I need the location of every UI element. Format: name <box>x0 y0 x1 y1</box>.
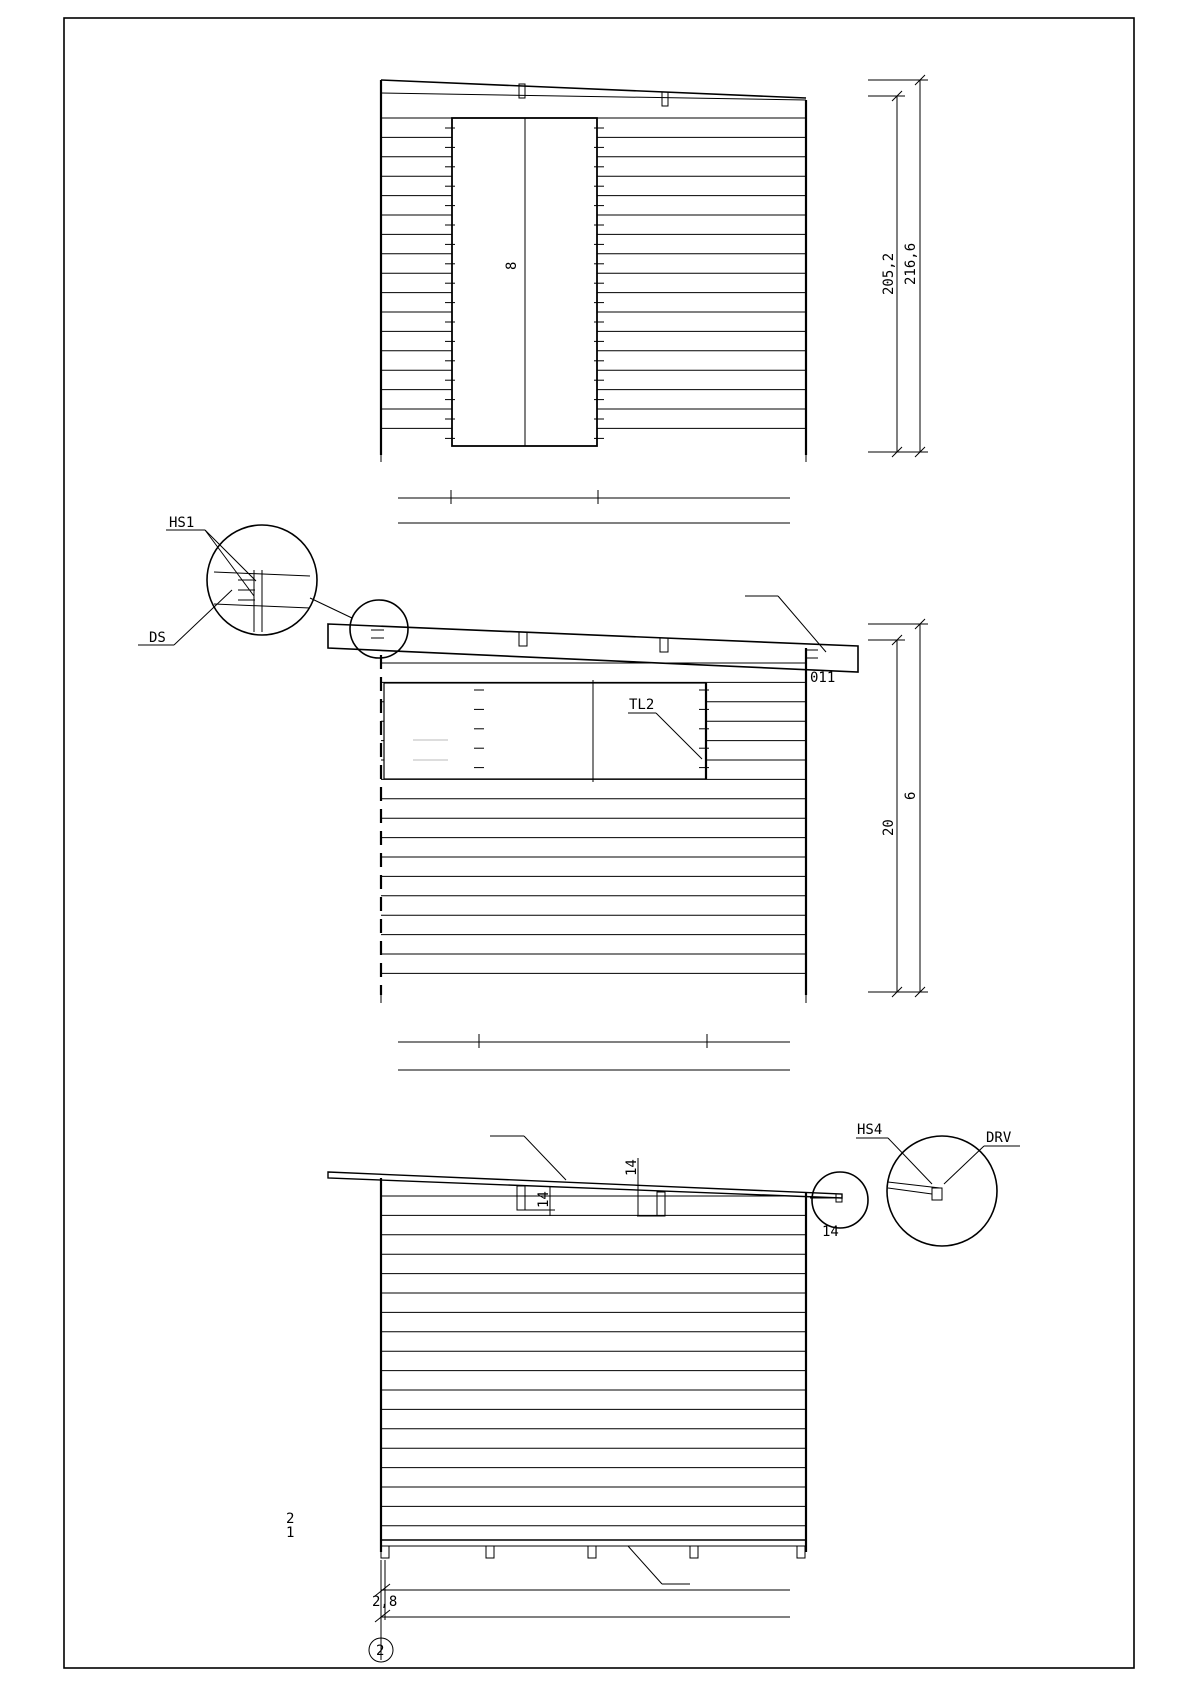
callout-drv: DRV <box>986 1130 1012 1146</box>
bottom-wall-boards <box>381 1196 806 1526</box>
sheet-border <box>64 18 1134 1668</box>
callout-right-011: 011 <box>810 670 836 686</box>
dim-top-outer: 216,6 <box>903 242 919 285</box>
middle-plan-strip <box>398 1034 790 1070</box>
top-plan-strip <box>398 490 790 523</box>
page-number: 2 <box>286 1511 295 1527</box>
view-middle-side <box>138 515 928 1003</box>
detail-circle-small-right <box>812 1172 868 1228</box>
dim-middle-outer: 6 <box>903 791 919 800</box>
callout-tl2: TL2 <box>629 697 655 713</box>
bottom-plan-strip <box>369 1560 790 1662</box>
view-bottom-back <box>286 1122 1020 1584</box>
view-top-front <box>381 75 928 462</box>
callout-hs1: HS1 <box>169 515 195 531</box>
callout-hs4: HS4 <box>857 1122 883 1138</box>
window-opening <box>384 683 706 779</box>
dim-purlin-b: 14 <box>624 1159 640 1176</box>
page-total: 1 <box>286 1525 295 1541</box>
dim-overhang: 14 <box>822 1224 839 1240</box>
dim-top-inner: 205,2 <box>881 252 897 295</box>
section-marker: 2 <box>376 1643 385 1659</box>
dim-base: 2,8 <box>372 1594 398 1610</box>
door-label: 8 <box>504 261 520 270</box>
callout-ds: DS <box>149 630 166 646</box>
dim-middle-inner: 20 <box>881 819 897 836</box>
dim-purlin-a: 14 <box>536 1191 552 1208</box>
